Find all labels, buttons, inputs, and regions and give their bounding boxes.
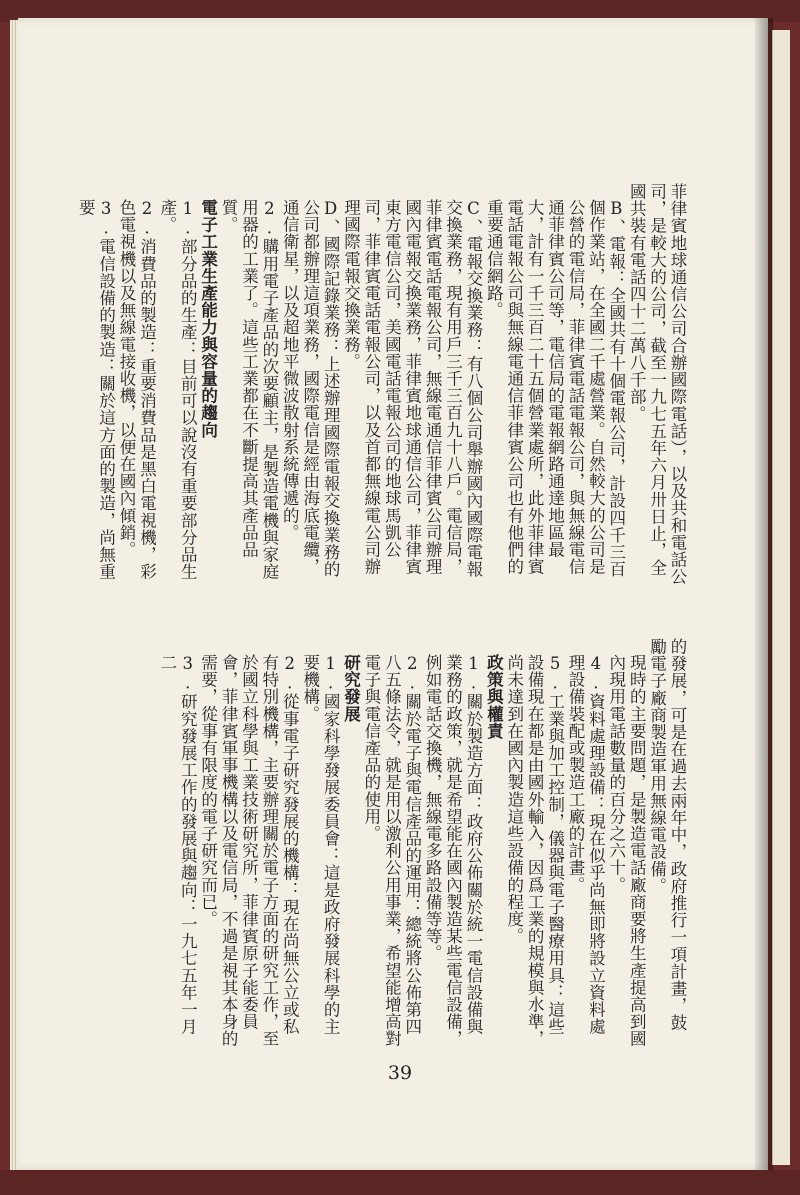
paragraph: 3.電信設備的製造：關於這方面的製造，尚無重要 xyxy=(76,199,116,581)
paragraph: 1.部分品的生產：目前可以說沒有重要部分品生產。 xyxy=(157,199,198,581)
paragraph: 2.從事電子研究發展的機構：現在尚無公立或私有特別機構，主要辦理關於電子方面的研究工作，至於國立科學與工業技術研究所，菲律賓原子能委員會，菲律賓軍事機構以及電信局，不過是視其本身的需要，從事有限度的電子研究而已。 xyxy=(198,654,300,1048)
section-heading: 研究發展 xyxy=(341,654,361,723)
paragraph: C、電報交換業務：有八個公司舉辦國內國際電報交換業務，現有用戶三千三百九十八戶。電信局，菲律賓電話電報公司，無線電通信菲律賓公司辦理國內電報交換業務，菲律賓地球通信公司，菲律賓東方電信公司，美國電話電報公司的地球馬凱公司，菲律賓電話電報公司，以及首都無線電公司辦理國際電報交換業務。 xyxy=(341,199,483,578)
paragraph: 2.關於電子與電信產品的運用：總統將公佈第四八五條法令，就是用以激利公用事業，希望能增高對電子與電信產品的使用。 xyxy=(361,654,422,1048)
spine-shadow xyxy=(755,18,773,1170)
section-heading: 政策與權責 xyxy=(484,654,504,740)
paragraph: 3.研究發展工作的發展與趨向：一九七五年一月二 xyxy=(157,654,198,1036)
paragraph: 的發展，可是在過去兩年中，政府推行一項計畫，鼓勵電子廠商製造軍用無線電設備。 xyxy=(647,638,687,1032)
paragraph: D、國際記錄業務：上述辦理國際電報交換業務的公司都辦理這項業務，國際電信是經由海底電纜，通信衛星，以及超地平微波散射系統傳遞的。 xyxy=(280,199,341,578)
paragraph: 4.資料處理設備：現在似乎尚無即將設立資料處理設備裝配或製造工廠的計畫。 xyxy=(565,654,606,1036)
paragraph: B、電報：全國共有十個電報公司，計設四千三百個作業站，在全國二千處營業。自然較大的公司是公營的電信局，菲律賓電話電報公司，與無線電信通菲律賓公司等，電信局的電報網路通達地區最大，計有一千三百二十五個營業處所，此外菲律賓電話電報公司與無線電通信菲律賓公司也有他們的重要通信網路。 xyxy=(484,199,626,578)
book-cover-right xyxy=(790,30,800,1165)
page-number: 39 xyxy=(387,1062,413,1084)
paragraph: 5.工業與加工控制，儀器與電子醫療用具：這些設備現在都是由國外輸入，因爲工業的規模與水準，尚未達到在國內製造這些設備的程度。 xyxy=(504,654,565,1048)
lower-text-block xyxy=(90,638,687,1048)
paragraph: 現時的主要問題，是製造電話廠商要將生產提高到國內現用電話數量的百分之六十。 xyxy=(606,654,647,1048)
paragraph: 2.消費品的製造：重要消費品是黑白電視機，彩色電視機以及無線電接收機，以便在國內傾銷。 xyxy=(117,199,157,581)
section-heading: 電子工業生產能力與容量的趨向 xyxy=(198,199,218,439)
paragraph: 2.購用電子產品的次要顧主，是製造電機與家庭用器的工業了。這些工業都在不斷提高其產品品質。 xyxy=(219,199,279,581)
paragraph: 1.國家科學發展委員會：這是政府發展科學的主要機構。 xyxy=(300,654,341,1036)
upper-text-block xyxy=(76,183,687,589)
paragraph: 菲律賓地球通信公司合辦國際電話），以及共和電話公司，是較大的公司，截至一九七五年六月卅日止，全國共裝有電話四十二萬八千部。 xyxy=(627,183,687,586)
paragraph: 1.關於製造方面：政府公佈關於統一電信設備與業務的政策，就是希望能在國內製造某些電信設備，例如電話交換機，無線電多路設備等等。 xyxy=(423,654,483,1048)
book-cover-bottom xyxy=(0,1170,800,1195)
